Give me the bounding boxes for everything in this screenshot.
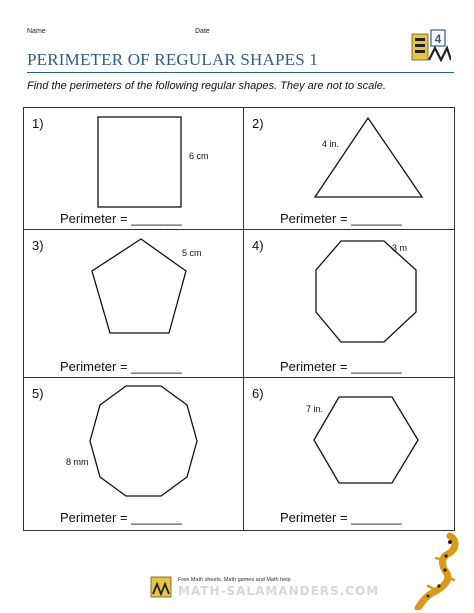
footer-logo-icon: [150, 574, 172, 598]
footer-brand: MATH-SALAMANDERS.COM: [178, 584, 380, 598]
logo-number: 4: [434, 32, 442, 46]
footer-tagline: Free Math sheets, Math games and Math help: [178, 577, 291, 583]
date-label: Date: [195, 28, 210, 35]
side-length-label: 4 in.: [322, 139, 340, 149]
side-length-label: 6 cm: [189, 151, 209, 161]
instructions-text: Find the perimeters of the following regular shapes. They are not to scale.: [27, 80, 386, 92]
name-label: Name: [27, 28, 46, 35]
problem-6-cell: [244, 378, 460, 531]
problem-number: 4): [252, 238, 264, 253]
perimeter-answer-line[interactable]: Perimeter = _______: [60, 510, 182, 525]
problem-4-cell: [244, 230, 460, 377]
decagon-shape: [24, 378, 240, 531]
side-length-label: 5 cm: [182, 248, 202, 258]
problem-number: 2): [252, 116, 264, 131]
pentagon-shape: [24, 230, 240, 377]
hexagon-shape: [244, 378, 455, 531]
title-divider: [27, 72, 454, 73]
page-title: PERIMETER OF REGULAR SHAPES 1: [27, 50, 319, 69]
salamander-icon: [412, 530, 464, 610]
math-salamanders-logo: [411, 28, 451, 62]
side-length-label: 3 m: [392, 243, 408, 253]
problem-3-cell: [24, 230, 240, 377]
perimeter-answer-line[interactable]: Perimeter = _______: [280, 359, 402, 374]
side-length-label: 7 in.: [306, 404, 324, 414]
problem-2-cell: [244, 108, 460, 229]
problem-number: 1): [32, 116, 44, 131]
side-length-label: 8 mm: [66, 457, 89, 467]
octagon-shape: [244, 230, 455, 377]
problem-number: 5): [32, 386, 44, 401]
perimeter-answer-line[interactable]: Perimeter = _______: [60, 359, 182, 374]
perimeter-answer-line[interactable]: Perimeter = _______: [280, 510, 402, 525]
perimeter-answer-line[interactable]: Perimeter = _______: [280, 211, 402, 226]
problem-1-cell: [24, 108, 240, 229]
problem-number: 6): [252, 386, 264, 401]
perimeter-answer-line[interactable]: Perimeter = _______: [60, 211, 182, 226]
problem-5-cell: [24, 378, 240, 531]
problem-number: 3): [32, 238, 44, 253]
